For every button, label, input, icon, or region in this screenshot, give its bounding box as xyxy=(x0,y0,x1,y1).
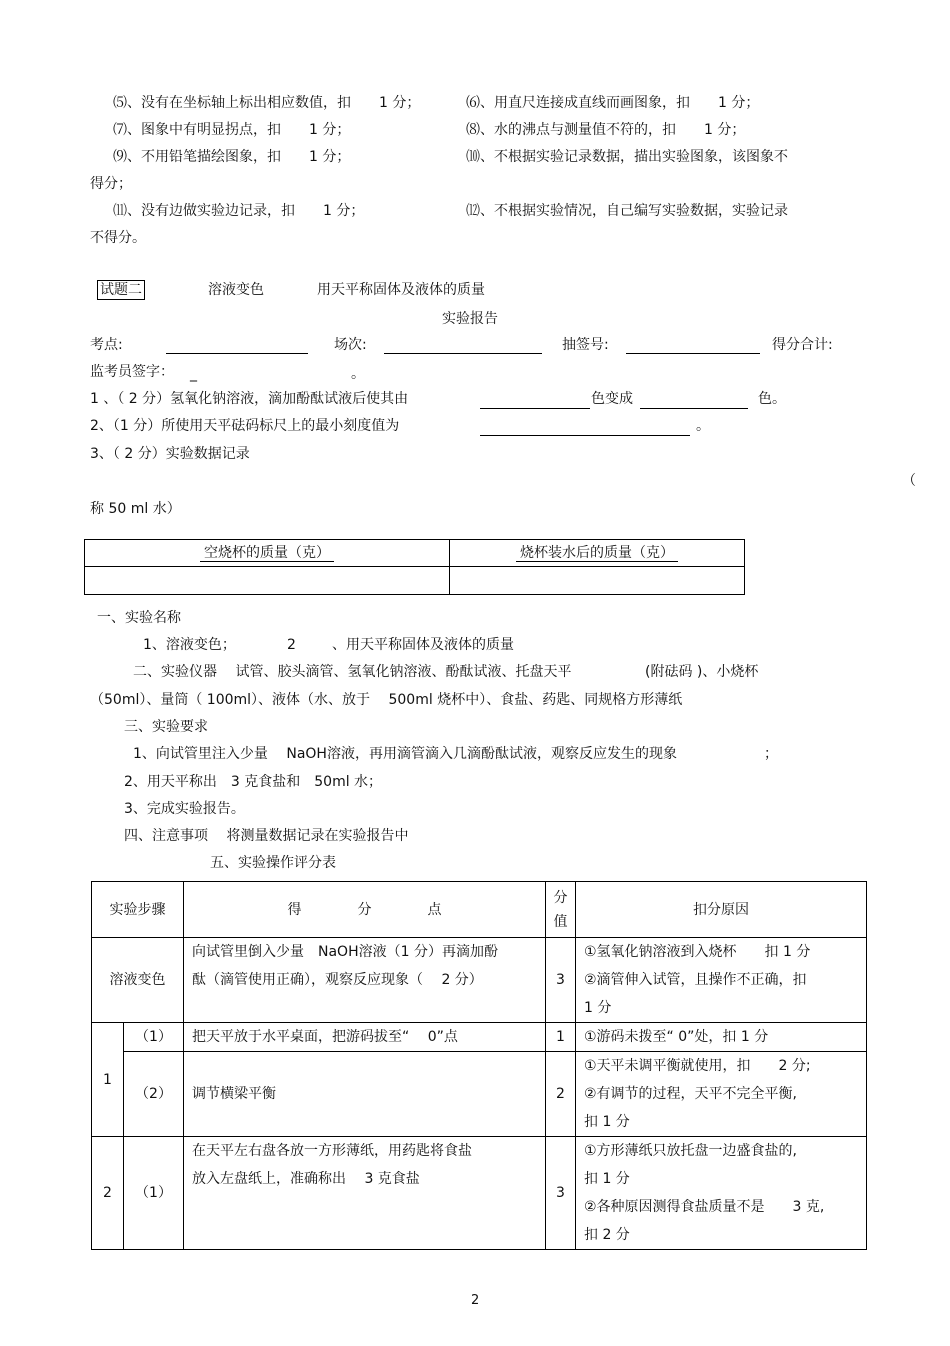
score-row-1-step: 溶液变色 xyxy=(92,938,184,1023)
q2-blank[interactable] xyxy=(480,435,690,436)
score-row-4-value: 3 xyxy=(546,1137,576,1250)
deduction-item-8: ⑻、水的沸点与测量值不符的，扣 1 分； xyxy=(466,122,746,138)
group-2-number: 2 xyxy=(92,1137,124,1250)
score-row-2 xyxy=(92,1023,867,1052)
chouqian-label: 抽签号: xyxy=(562,337,609,353)
section-2-line-2: （50ml）、量筒（ 100ml）、液体（水、放于 500ml 烧杯中）、食盐、药匙、同规格方形薄纸 xyxy=(90,692,683,708)
score-head-points: 得 分 点 xyxy=(184,882,546,938)
section-1-item-c: 、用天平称固体及液体的质量 xyxy=(332,637,514,653)
question-1: 1 、（ 2 分）氢氧化钠溶液，滴加酚酞试液后使其由 xyxy=(90,391,409,407)
score-head-reason: 扣分原因 xyxy=(576,882,867,938)
score-head-value: 分 值 xyxy=(546,882,576,938)
section-1-item-a: 1、溶液变色； xyxy=(143,637,236,653)
changci-label: 场次: xyxy=(334,337,367,353)
score-row-4-reason: ①方形薄纸只放托盘一边盛食盐的, 扣 1 分 ②各种原因测得食盐质量不是 3 克, 扣 2 分 xyxy=(576,1137,867,1250)
q1-blank-2[interactable] xyxy=(640,408,748,409)
score-row-3-points: 调节横梁平衡 xyxy=(184,1052,546,1137)
score-row-4-points: 在天平左右盘各放一方形薄纸，用药匙将食盐 放入左盘纸上，准确称出 3 克食盐 xyxy=(184,1137,546,1250)
deduction-item-12: ⑿、不根据实验情况，自己编写实验数据，实验记录 xyxy=(466,203,788,219)
deduction-item-10-cont: 得分； xyxy=(90,176,132,192)
score-head-step: 实验步骤 xyxy=(92,882,184,938)
data-table-col2: 烧杯装水后的质量（克） xyxy=(450,540,745,567)
question-1-mid: 色变成 xyxy=(591,391,633,407)
deduction-item-6: ⑹、用直尺连接成直线而画图象，扣 1 分； xyxy=(466,95,760,111)
kaodian-label: 考点: xyxy=(90,337,123,353)
question-2: 2、（1 分）所使用天平砝码标尺上的最小刻度值为 xyxy=(90,418,400,434)
section-1-item-b: 2 xyxy=(287,637,296,653)
group-1-number: 1 xyxy=(92,1023,124,1137)
score-row-3 xyxy=(92,1052,867,1137)
q1-blank-1[interactable] xyxy=(480,408,590,409)
cheng-note: 称 50 ml 水） xyxy=(90,501,181,517)
jiankao-label: 监考员签字： xyxy=(90,364,174,380)
page-number: 2 xyxy=(471,1293,480,1308)
question-1-end: 色。 xyxy=(758,391,786,407)
question-2-end: 。 xyxy=(696,418,710,434)
data-table xyxy=(84,539,745,595)
section-1-heading: 一、实验名称 xyxy=(97,610,181,626)
section-2-line-1-end: (附砝码 )、小烧杯 xyxy=(645,664,759,680)
deduction-item-7: ⑺、图象中有明显拐点，扣 1 分； xyxy=(113,122,351,138)
data-cell-empty-2[interactable] xyxy=(450,567,745,595)
data-table-col1: 空烧杯的质量（克） xyxy=(85,540,450,567)
test-title-2: 用天平称固体及液体的质量 xyxy=(317,282,485,298)
deduction-item-9: ⑼、不用铅笔描绘图象，扣 1 分； xyxy=(113,149,351,165)
kaodian-blank[interactable] xyxy=(166,353,308,354)
score-row-4 xyxy=(92,1137,867,1250)
section-3-item-1-end: ； xyxy=(764,746,778,762)
score-row-4-sub: （1） xyxy=(124,1137,184,1250)
section-3-heading: 三、实验要求 xyxy=(124,719,208,735)
report-title: 实验报告 xyxy=(442,311,498,327)
data-cell-empty-1[interactable] xyxy=(85,567,450,595)
deduction-item-10: ⑽、不根据实验记录数据，描出实验图象，该图象不 xyxy=(466,149,788,165)
open-paren: （ xyxy=(902,473,916,489)
section-4: 四、注意事项 将测量数据记录在实验报告中 xyxy=(124,828,409,844)
score-row-3-sub: （2） xyxy=(124,1052,184,1137)
score-row-2-sub: （1） xyxy=(124,1023,184,1052)
deduction-item-12-cont: 不得分。 xyxy=(90,230,146,246)
changci-blank[interactable] xyxy=(384,353,542,354)
chouqian-blank[interactable] xyxy=(626,353,760,354)
section-3-item-3: 3、完成实验报告。 xyxy=(124,801,245,817)
score-row-2-reason: ①游码未拨至“ 0”处，扣 1 分 xyxy=(576,1023,867,1052)
deduction-item-5: ⑸、没有在坐标轴上标出相应数值，扣 1 分； xyxy=(113,95,421,111)
jiankao-blank[interactable]: _ 。 xyxy=(190,366,365,382)
deduction-item-11: ⑾、没有边做实验边记录，扣 1 分； xyxy=(113,203,365,219)
section-2-line-1: 二、实验仪器 试管、胶头滴管、氢氧化钠溶液、酚酞试液、托盘天平 xyxy=(133,664,572,680)
score-row-1-value: 3 xyxy=(546,938,576,1023)
section-3-item-1: 1、向试管里注入少量 NaOH溶液，再用滴管滴入几滴酚酞试液，观察反应发生的现象 xyxy=(133,746,677,762)
score-row-2-points: 把天平放于水平桌面，把游码拔至“ 0”点 xyxy=(184,1023,546,1052)
score-row-3-value: 2 xyxy=(546,1052,576,1137)
test-label: 试题二 xyxy=(97,280,145,300)
question-3: 3、（ 2 分）实验数据记录 xyxy=(90,446,250,462)
defen-label: 得分合计: xyxy=(772,337,833,353)
section-3-item-2: 2、用天平称出 3 克食盐和 50ml 水； xyxy=(124,774,383,790)
score-row-3-reason: ①天平未调平衡就使用，扣 2 分; ②有调节的过程，天平不完全平衡, 扣 1 分 xyxy=(576,1052,867,1137)
score-table xyxy=(91,881,867,1250)
score-row-1 xyxy=(92,938,867,1023)
score-row-2-value: 1 xyxy=(546,1023,576,1052)
section-5-heading: 五、实验操作评分表 xyxy=(210,855,336,871)
score-row-1-points: 向试管里倒入少量 NaOH溶液（1 分）再滴加酚 酞（滴管使用正确），观察反应现象（ 2 分） xyxy=(184,938,546,1023)
score-row-1-reason: ①氢氧化钠溶液到入烧杯 扣 1 分 ②滴管伸入试管，且操作不正确，扣 1 分 xyxy=(576,938,867,1023)
test-title-1: 溶液变色 xyxy=(208,282,264,298)
